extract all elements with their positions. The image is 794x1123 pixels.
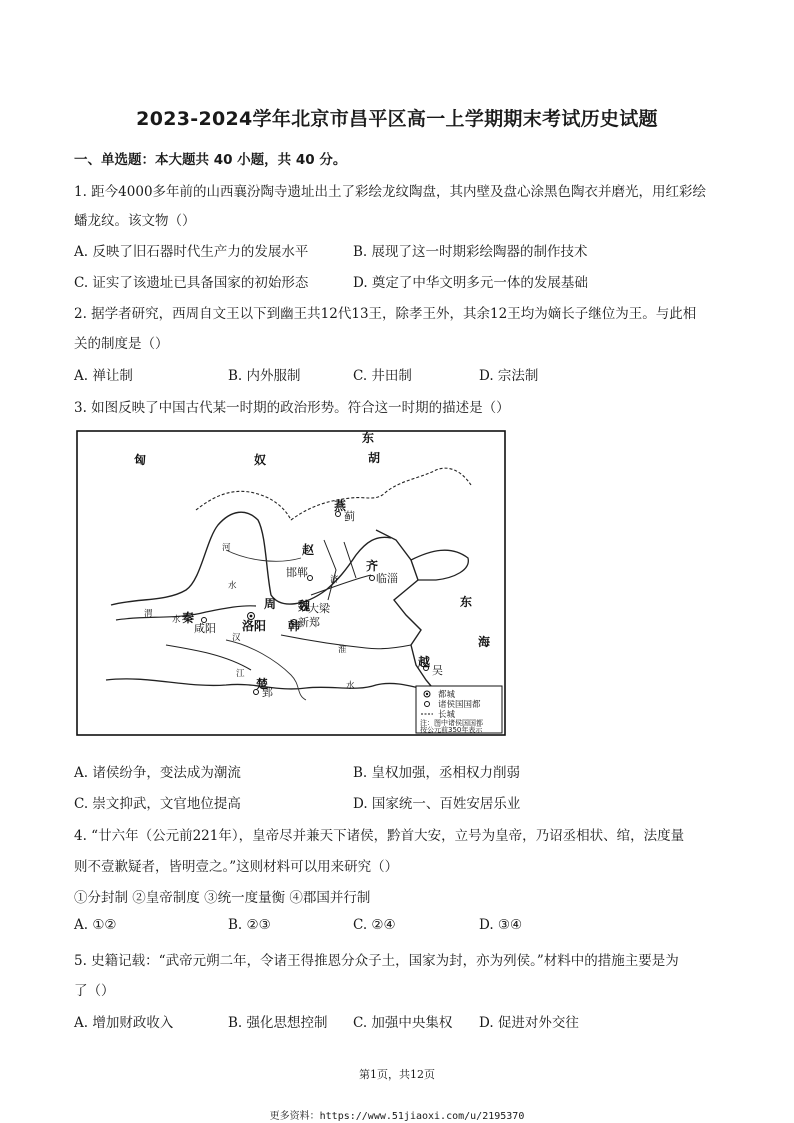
q4-option-d: D. ③④ (479, 917, 523, 933)
map-label-xiong: 匈 (134, 453, 147, 467)
map-state-zhao: 赵 (302, 543, 315, 557)
map-state-qin: 秦 (182, 611, 195, 625)
q4-stem-line2: 则不壹歉疑者，皆明壹之。”这则材料可以用来研究（） (74, 859, 399, 875)
q3-stem: 3. 如图反映了中国古代某一时期的政治形势。符合这一时期的描述是（） (74, 400, 510, 416)
map-state-chu: 楚 (256, 677, 269, 691)
map-city-linzi: 临淄 (376, 572, 398, 585)
more-resources-link[interactable]: 更多资料：https://www.51jiaoxi.com/u/2195370 (269, 1111, 525, 1122)
page-number: 第1页，共12页 (359, 1068, 435, 1081)
legend-note2: 按公元前350年表示 (420, 726, 483, 734)
legend-capital: 都城 (438, 690, 456, 700)
q1-option-b: B. 展现了这一时期彩绘陶器的制作技术 (353, 244, 588, 260)
map-river-ji: 济 (330, 575, 339, 585)
page-title: 2023-2024学年北京市昌平区高一上学期期末考试历史试题 (136, 108, 658, 130)
map-legend (416, 686, 502, 734)
map-river-jiang: 江 (236, 669, 245, 679)
map-label-hu: 胡 (368, 451, 381, 465)
q2-option-c: C. 井田制 (353, 368, 412, 384)
map-river-jiang-shui: 水 (346, 681, 355, 691)
map-label-nu: 奴 (254, 453, 267, 467)
warring-states-map (76, 430, 506, 736)
q2-option-a: A. 禅让制 (74, 368, 133, 384)
q5-stem-line2: 了（） (74, 983, 115, 999)
map-river-shui: 水 (228, 581, 237, 591)
map-city-xinzheng: 新郑 (298, 616, 320, 629)
q5-option-d: D. 促进对外交往 (479, 1015, 579, 1031)
q2-option-d: D. 宗法制 (479, 368, 539, 384)
q4-items: ①分封制 ②皇帝制度 ③统一度量衡 ④郡国并行制 (74, 890, 371, 906)
q5-option-c: C. 加强中央集权 (353, 1015, 453, 1031)
q4-option-b: B. ②③ (228, 917, 271, 933)
map-state-yue: 越 (418, 655, 431, 669)
q2-option-b: B. 内外服制 (228, 368, 301, 384)
q3-option-a: A. 诸侯纷争，变法成为潮流 (74, 765, 241, 781)
q1-option-d: D. 奠定了中华文明多元一体的发展基础 (353, 275, 588, 291)
q4-stem-line1: 4. “廿六年（公元前221年），皇帝尽并兼天下诸侯，黔首大安，立号为皇帝，乃诏丞相状、绾，法度量 (74, 828, 685, 844)
section-heading: 一、单选题：本大题共 40 小题，共 40 分。 (74, 152, 347, 168)
q5-option-b: B. 强化思想控制 (228, 1015, 328, 1031)
map-label-east: 东 (460, 595, 473, 609)
map-river-wei-shui: 水 (172, 615, 181, 625)
q2-stem-line2: 关的制度是（） (74, 336, 169, 352)
map-city-daliang: 大梁 (308, 602, 330, 615)
q1-stem-line2: 蟠龙纹。该文物（） (74, 213, 196, 229)
map-state-yan: 燕 (334, 499, 347, 513)
map-city-ji: 蓟 (344, 510, 355, 523)
q5-stem-line1: 5. 史籍记载：“武帝元朔二年，令诸王得推恩分众子土，国家为封，亦为列侯。”材料中的措施主要是为 (74, 953, 679, 969)
map-state-qi: 齐 (366, 559, 379, 573)
q2-stem-line1: 2. 据学者研究，西周自文王以下到幽王共12代13王，除孝王外，其余12王均为嫡长子继位为王。与此相 (74, 306, 697, 322)
map-river-huai: 淮 (338, 645, 347, 655)
map-state-han: 韩 (288, 619, 301, 633)
map-river-wei: 渭 (144, 609, 153, 619)
map-city-luoyang: 洛阳 (242, 619, 267, 633)
map-label-dong: 东 (362, 431, 375, 445)
map-city-wu: 吴 (432, 664, 443, 677)
map-river-han: 汉 (232, 633, 241, 643)
map-city-xianyang: 咸阳 (194, 622, 216, 635)
q3-option-d: D. 国家统一、百姓安居乐业 (353, 796, 521, 812)
map-state-wei: 魏 (298, 599, 311, 613)
q4-option-c: C. ②④ (353, 917, 396, 933)
map-city-ying: 郢 (262, 686, 273, 699)
q1-option-c: C. 证实了该遗址已具备国家的初始形态 (74, 275, 309, 291)
q3-option-b: B. 皇权加强，丞相权力削弱 (353, 765, 521, 781)
q3-option-c: C. 崇文抑武，文官地位提高 (74, 796, 241, 812)
q4-option-a: A. ①② (74, 917, 117, 933)
map-city-handan: 邯郸 (286, 566, 308, 579)
map-label-sea: 海 (478, 635, 491, 649)
legend-state-capital: 诸侯国国都 (438, 700, 481, 710)
map-state-zhou: 周 (264, 597, 277, 611)
map-river-he: 河 (222, 543, 231, 553)
q1-stem-line1: 1. 距今4000多年前的山西襄汾陶寺遗址出土了彩绘龙纹陶盘，其内壁及盘心涂黑色陶衣并磨光，用红彩绘 (74, 184, 707, 200)
legend-note1: 注：图中诸侯国国都 (420, 719, 483, 727)
q1-option-a: A. 反映了旧石器时代生产力的发展水平 (74, 244, 309, 260)
legend-wall: 长城 (438, 710, 456, 720)
q5-option-a: A. 增加财政收入 (74, 1015, 174, 1031)
